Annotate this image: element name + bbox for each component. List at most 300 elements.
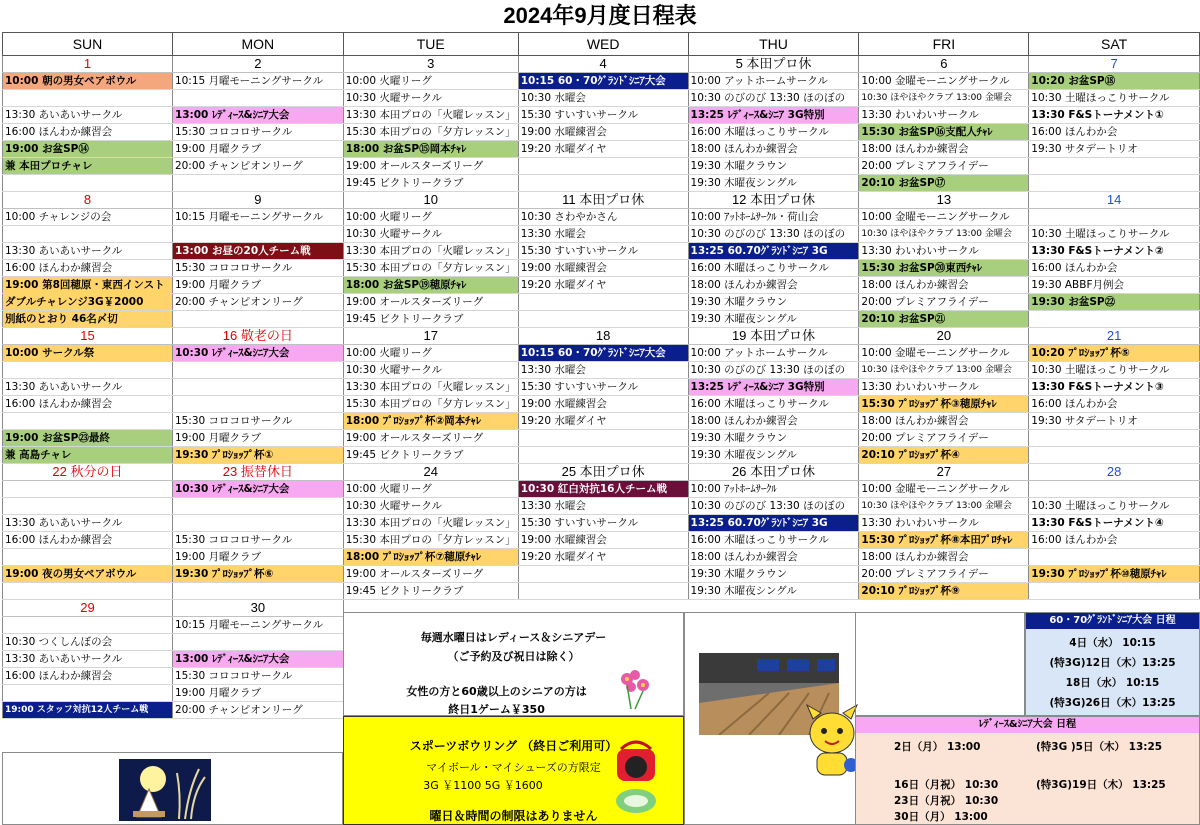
event-cell: 16:00 木曜ほっこりサークル (688, 124, 859, 141)
day-number: 25 本田プロ休 (518, 464, 688, 481)
day-number: 19 本田プロ休 (688, 328, 859, 345)
notice-line-1: 毎週水曜日はレディース＆シニアデー (420, 631, 607, 644)
sports-bowling-panel (343, 716, 684, 825)
event-cell: 10:00 金曜モーニングサークル (859, 73, 1029, 90)
event-cell: 10:00 ｱｯﾄﾎｰﾑｻｰｸﾙ (688, 481, 859, 498)
event-cell: 10:30 のびのび 13:30 ほのぼの (688, 226, 859, 243)
moon-viewing-illustration (119, 759, 211, 821)
day-number: 28 (1029, 464, 1200, 481)
event-cell (518, 311, 688, 328)
event-cell: 15:30 コロコロサークル (172, 124, 343, 141)
event-cell: 15:30 本田プロの「夕方レッスン」 (343, 532, 518, 549)
event-cell (172, 634, 343, 651)
event-cell: 20:10 ﾌﾟﾛｼｮｯﾌﾟ杯⑨ (859, 583, 1029, 600)
event-cell (3, 175, 173, 192)
event-cell: 13:30 F&Sトーナメント④ (1029, 515, 1200, 532)
event-cell: 16:00 ほんわか練習会 (3, 124, 173, 141)
event-cell: 13:30 あいあいサークル (3, 107, 173, 124)
event-cell (518, 583, 688, 600)
event-cell: 15:30 コロコロサークル (172, 668, 343, 685)
event-cell: ダブルチャレンジ3G￥2000 (3, 294, 173, 311)
event-cell: 10:30 火曜サークル (343, 90, 518, 107)
day-number: 4 (518, 56, 688, 73)
event-cell: 10:00 アットホームサークル (688, 73, 859, 90)
event-cell: 20:00 プレミアフライデー (859, 158, 1029, 175)
event-cell: 13:30 水曜会 (518, 362, 688, 379)
event-cell: 19:00 夜の男女ペアボウル (3, 566, 173, 583)
event-cell: 13:25 ﾚﾃﾞｨｰｽ&ｼﾆｱ 3G特別 (688, 379, 859, 396)
event-cell: 13:30 あいあいサークル (3, 515, 173, 532)
event-cell (3, 90, 173, 107)
event-cell: 19:20 水曜ダイヤ (518, 277, 688, 294)
event-cell: 13:00 ﾚﾃﾞｨｰｽ&ｼﾆｱ大会 (172, 651, 343, 668)
event-cell: 10:00 朝の男女ペアボウル (3, 73, 173, 90)
day-number: 1 (3, 56, 173, 73)
event-cell: 兼 高島チャレ (3, 447, 173, 464)
event-cell: 10:30 土曜ほっこりサークル (1029, 90, 1200, 107)
event-cell: 10:30 火曜サークル (343, 362, 518, 379)
event-cell: 13:25 60.70ｸﾞﾗﾝﾄﾞｼﾆｱ 3G (688, 515, 859, 532)
event-cell: 13:30 わいわいサークル (859, 379, 1029, 396)
event-cell (172, 498, 343, 515)
event-cell: 10:30 ﾚﾃﾞｨｰｽ&ｼﾆｱ大会 (172, 345, 343, 362)
event-cell: 13:30 本田プロの「火曜レッスン」 (343, 379, 518, 396)
event-cell (172, 515, 343, 532)
event-cell (3, 362, 173, 379)
event-row (3, 532, 1200, 549)
event-row (3, 498, 1200, 515)
event-cell: 19:00 オールスターズリーグ (343, 158, 518, 175)
event-cell: 15:30 すいすいサークル (518, 243, 688, 260)
ladies-right-1: (特3G )5日（木） 13:25 (1036, 741, 1163, 753)
event-cell: 13:30 あいあいサークル (3, 243, 173, 260)
event-cell: 19:30 ﾌﾟﾛｼｮｯﾌﾟ杯⑥ (172, 566, 343, 583)
ladies-left-3: 16日（月祝） 10:30 (894, 779, 999, 791)
day-number: 5 本田プロ休 (688, 56, 859, 73)
event-cell: 10:30 土曜ほっこりサークル (1029, 498, 1200, 515)
event-cell: 16:00 木曜ほっこりサークル (688, 396, 859, 413)
event-cell: 16:00 ほんわか会 (1029, 260, 1200, 277)
day-number: 14 (1029, 192, 1200, 209)
event-cell (1029, 175, 1200, 192)
event-row (3, 447, 1200, 464)
event-cell: 10:00 金曜モーニングサークル (859, 481, 1029, 498)
event-cell: 15:30 本田プロの「夕方レッスン」 (343, 260, 518, 277)
event-cell: 16:00 木曜ほっこりサークル (688, 260, 859, 277)
event-row (3, 515, 1200, 532)
ladies-right-2: (特3G)19日（木） 13:25 (1036, 779, 1166, 791)
weekday-tue: TUE (343, 33, 518, 56)
event-cell: 18:00 お盆SP⑲穂原ﾁｬﾚ (343, 277, 518, 294)
event-cell: 19:30 木曜クラウン (688, 158, 859, 175)
event-row (3, 294, 1200, 311)
event-row (3, 413, 1200, 430)
day-number: 20 (859, 328, 1029, 345)
event-cell: 18:00 ﾌﾟﾛｼｮｯﾌﾟ杯②岡本ﾁｬﾚ (343, 413, 518, 430)
event-cell: 19:00 月曜クラブ (172, 430, 343, 447)
event-cell: 19:00 水曜練習会 (518, 260, 688, 277)
sports-foot: 曜日＆時間の制限はありません (429, 809, 598, 823)
event-cell (3, 481, 173, 498)
event-cell: 19:30 木曜夜シングル (688, 583, 859, 600)
event-cell (518, 566, 688, 583)
event-cell: 10:15 60・70ｸﾞﾗﾝﾄﾞｼﾆｱ大会 (518, 73, 688, 90)
event-cell: 18:00 お盆SP⑮岡本ﾁｬﾚ (343, 141, 518, 158)
event-cell: 13:25 60.70ｸﾞﾗﾝﾄﾞｼﾆｱ 3G (688, 243, 859, 260)
event-cell (518, 175, 688, 192)
date-row (3, 192, 1200, 209)
event-cell: 19:45 ビクトリークラブ (343, 447, 518, 464)
event-row (3, 209, 1200, 226)
event-cell: 10:20 ﾌﾟﾛｼｮｯﾌﾟ杯⑤ (1029, 345, 1200, 362)
event-row (3, 226, 1200, 243)
event-cell: 16:00 ほんわか練習会 (3, 532, 173, 549)
event-cell: 20:00 プレミアフライデー (859, 566, 1029, 583)
day-number: 12 本田プロ休 (688, 192, 859, 209)
event-row (3, 345, 1200, 362)
event-cell: 18:00 ほんわか練習会 (859, 413, 1029, 430)
event-cell: 15:30 本田プロの「夕方レッスン」 (343, 396, 518, 413)
weekday-header-row (3, 33, 1200, 56)
event-cell: 10:30 ほやほやクラブ 13:00 金曜会 (859, 90, 1029, 107)
event-cell: 16:00 ほんわか練習会 (3, 396, 173, 413)
event-cell: 10:00 火曜リーグ (343, 481, 518, 498)
event-cell (3, 413, 173, 430)
event-cell: 19:30 お盆SP㉒ (1029, 294, 1200, 311)
event-cell: 19:30 木曜夜シングル (688, 311, 859, 328)
event-row (3, 549, 1200, 566)
event-cell: 18:00 ﾌﾟﾛｼｮｯﾌﾟ杯⑦穂原ﾁｬﾚ (343, 549, 518, 566)
event-cell: 13:30 水曜会 (518, 226, 688, 243)
event-cell: 16:00 ほんわか会 (1029, 532, 1200, 549)
event-cell: 別紙のとおり 46名〆切 (3, 311, 173, 328)
event-cell: 10:15 月曜モーニングサークル (172, 73, 343, 90)
event-cell (1029, 481, 1200, 498)
event-cell: 19:30 木曜クラウン (688, 430, 859, 447)
day-number: 7 (1029, 56, 1200, 73)
event-cell: 19:45 ビクトリークラブ (343, 311, 518, 328)
event-cell: 18:00 ほんわか練習会 (688, 277, 859, 294)
event-cell (172, 311, 343, 328)
event-row (3, 583, 1200, 600)
event-row (3, 243, 1200, 260)
sports-sub: マイボール・マイシューズの方限定 (426, 761, 601, 774)
notice-line-2: （ご予約及び祝日は除く） (447, 650, 580, 663)
event-row (3, 260, 1200, 277)
event-cell: 16:00 木曜ほっこりサークル (688, 532, 859, 549)
event-cell: 15:30 すいすいサークル (518, 379, 688, 396)
day-number: 9 (172, 192, 343, 209)
event-cell: 16:00 ほんわか会 (1029, 124, 1200, 141)
event-cell: 15:30 ﾌﾟﾛｼｮｯﾌﾟ杯③穂原ﾁｬﾚ (859, 396, 1029, 413)
event-cell: 18:00 ほんわか練習会 (688, 141, 859, 158)
grand-senior-title: 60・70ｸﾞﾗﾝﾄﾞｼﾆｱ大会 日程 (1026, 613, 1199, 629)
event-cell: 10:15 月曜モーニングサークル (172, 617, 343, 634)
day-number: 16 敬老の日 (172, 328, 343, 345)
event-cell (172, 583, 343, 600)
event-cell: 19:00 お盆SP⑭ (3, 141, 173, 158)
event-cell: 10:30 のびのび 13:30 ほのぼの (688, 90, 859, 107)
event-row (3, 107, 1200, 124)
event-cell: 13:30 わいわいサークル (859, 243, 1029, 260)
event-cell (518, 158, 688, 175)
event-cell: 13:30 あいあいサークル (3, 651, 173, 668)
day-number: 2 (172, 56, 343, 73)
day-number: 13 (859, 192, 1029, 209)
event-row (3, 311, 1200, 328)
event-cell (1029, 447, 1200, 464)
grand-senior-schedule (1025, 612, 1200, 716)
event-cell: 13:30 水曜会 (518, 498, 688, 515)
event-cell: 10:30 火曜サークル (343, 498, 518, 515)
event-cell: 20:00 チャンピオンリーグ (172, 158, 343, 175)
event-cell (3, 685, 173, 702)
event-cell: 10:00 チャレンジの会 (3, 209, 173, 226)
event-cell: 16:00 ほんわか練習会 (3, 668, 173, 685)
event-cell: 18:00 ほんわか練習会 (859, 141, 1029, 158)
event-cell: 15:30 すいすいサークル (518, 515, 688, 532)
ladies-left-5: 30日（月） 13:00 (894, 811, 988, 823)
event-cell: 10:30 のびのび 13:30 ほのぼの (688, 362, 859, 379)
event-row (3, 73, 1200, 90)
day-number: 15 (3, 328, 173, 345)
event-row (3, 277, 1200, 294)
day-number: 27 (859, 464, 1029, 481)
day-number: 29 (3, 600, 173, 617)
event-cell: 13:30 わいわいサークル (859, 107, 1029, 124)
weekday-sun: SUN (3, 33, 173, 56)
event-cell: 19:30 ABBF月例会 (1029, 277, 1200, 294)
event-cell: 15:30 本田プロの「夕方レッスン」 (343, 124, 518, 141)
event-cell: 19:00 お盆SP㉓最終 (3, 430, 173, 447)
bowling-bag-icon (609, 739, 663, 817)
event-cell (3, 617, 173, 634)
event-cell: 10:00 金曜モーニングサークル (859, 209, 1029, 226)
grand-senior-item-2: (特3G)12日（木）13:25 (1049, 657, 1176, 669)
page-title: 2024年9月度日程表 (503, 3, 697, 28)
date-row (3, 464, 1200, 481)
sat-empty-cell (855, 612, 1025, 716)
event-cell: 18:00 ほんわか練習会 (688, 549, 859, 566)
event-row (3, 90, 1200, 107)
event-cell: 13:30 F&Sトーナメント① (1029, 107, 1200, 124)
ladies-senior-title: ﾚﾃﾞｨｰｽ&ｼﾆｱ大会 日程 (856, 717, 1199, 733)
grand-senior-item-4: (特3G)26日（木）13:25 (1049, 697, 1176, 709)
event-cell: 19:00 オールスターズリーグ (343, 294, 518, 311)
event-cell: 19:20 水曜ダイヤ (518, 413, 688, 430)
day-number: 17 (343, 328, 518, 345)
ladies-senior-schedule (855, 716, 1200, 825)
event-cell: 19:00 水曜練習会 (518, 396, 688, 413)
day-number: 30 (172, 600, 343, 617)
event-cell: 20:10 お盆SP⑰ (859, 175, 1029, 192)
event-cell: 19:00 スタッフ対抗12人チーム戦 (3, 702, 173, 719)
event-cell (1029, 549, 1200, 566)
event-cell: 19:30 木曜クラウン (688, 294, 859, 311)
event-cell: 19:00 月曜クラブ (172, 685, 343, 702)
event-cell: 16:00 ほんわか会 (1029, 396, 1200, 413)
event-cell: 15:30 お盆SP⑳東西ﾁｬﾚ (859, 260, 1029, 277)
event-cell: 10:30 土曜ほっこりサークル (1029, 226, 1200, 243)
event-cell: 19:30 ﾌﾟﾛｼｮｯﾌﾟ杯⑩穂原ﾁｬﾚ (1029, 566, 1200, 583)
event-cell: 19:00 月曜クラブ (172, 141, 343, 158)
weekday-thu: THU (688, 33, 859, 56)
mascot-character (803, 703, 861, 783)
event-cell: 20:00 チャンピオンリーグ (172, 702, 343, 719)
event-cell: 13:30 本田プロの「火曜レッスン」 (343, 107, 518, 124)
event-row (3, 124, 1200, 141)
event-cell (1029, 158, 1200, 175)
event-cell: 15:30 コロコロサークル (172, 260, 343, 277)
event-cell (518, 447, 688, 464)
day-number: 10 (343, 192, 518, 209)
event-cell: 19:00 オールスターズリーグ (343, 430, 518, 447)
event-row (3, 158, 1200, 175)
event-cell: 10:15 月曜モーニングサークル (172, 209, 343, 226)
event-cell: 15:30 ﾌﾟﾛｼｮｯﾌﾟ杯⑧本田ﾌﾟﾛﾁｬﾚ (859, 532, 1029, 549)
event-cell: 19:20 水曜ダイヤ (518, 549, 688, 566)
ladies-left-1: 2日（月） 13:00 (894, 741, 981, 753)
event-cell: 10:30 水曜会 (518, 90, 688, 107)
event-cell: 13:00 お昼の20人チーム戦 (172, 243, 343, 260)
event-row (3, 141, 1200, 158)
event-cell: 20:00 プレミアフライデー (859, 430, 1029, 447)
notice-line-3: 女性の方と60歳以上のシニアの方は (406, 685, 587, 698)
cosmos-flower-icon (613, 665, 657, 711)
event-cell: 10:30 ﾚﾃﾞｨｰｽ&ｼﾆｱ大会 (172, 481, 343, 498)
day-number: 6 (859, 56, 1029, 73)
event-cell: 16:00 ほんわか練習会 (3, 260, 173, 277)
event-cell: 13:30 あいあいサークル (3, 379, 173, 396)
event-cell (518, 294, 688, 311)
date-row (3, 328, 1200, 345)
event-cell: 10:30 ほやほやクラブ 13:00 金曜会 (859, 498, 1029, 515)
event-cell: 10:30 ほやほやクラブ 13:00 金曜会 (859, 226, 1029, 243)
ladies-left-2 (894, 755, 998, 777)
day-number: 26 本田プロ休 (688, 464, 859, 481)
event-cell: 19:45 ビクトリークラブ (343, 175, 518, 192)
event-cell: 10:30 さわやかさん (518, 209, 688, 226)
event-cell: 10:00 アットホームサークル (688, 345, 859, 362)
event-cell: 10:30 紅白対抗16人チーム戦 (518, 481, 688, 498)
event-cell: 19:20 水曜ダイヤ (518, 141, 688, 158)
event-cell: 15:30 コロコロサークル (172, 413, 343, 430)
notice-line-4: 終日1ゲーム￥350 (448, 703, 545, 716)
event-cell (1029, 311, 1200, 328)
day-number: 3 (343, 56, 518, 73)
event-cell: 19:00 オールスターズリーグ (343, 566, 518, 583)
event-cell: 15:30 すいすいサークル (518, 107, 688, 124)
event-row (3, 175, 1200, 192)
sports-price: 3G ￥1100 5G ￥1600 (423, 779, 543, 792)
grand-senior-item-1: 4日（水） 10:15 (1069, 637, 1156, 649)
event-cell (3, 549, 173, 566)
day-number: 11 本田プロ休 (518, 192, 688, 209)
event-cell: 10:00 火曜リーグ (343, 209, 518, 226)
event-cell: 20:00 プレミアフライデー (859, 294, 1029, 311)
event-cell: 18:00 ほんわか練習会 (688, 413, 859, 430)
day-number: 18 (518, 328, 688, 345)
event-cell: 19:45 ビクトリークラブ (343, 583, 518, 600)
event-cell: 兼 本田プロチャレ (3, 158, 173, 175)
event-cell: 10:00 金曜モーニングサークル (859, 345, 1029, 362)
event-cell: 20:10 ﾌﾟﾛｼｮｯﾌﾟ杯④ (859, 447, 1029, 464)
event-row (3, 379, 1200, 396)
event-cell (172, 90, 343, 107)
event-cell: 13:25 ﾚﾃﾞｨｰｽ&ｼﾆｱ 3G特別 (688, 107, 859, 124)
event-cell: 10:00 火曜リーグ (343, 345, 518, 362)
event-cell: 19:00 月曜クラブ (172, 277, 343, 294)
event-cell: 13:00 ﾚﾃﾞｨｰｽ&ｼﾆｱ大会 (172, 107, 343, 124)
event-cell: 19:00 水曜練習会 (518, 124, 688, 141)
event-cell: 10:00 ｱｯﾄﾎｰﾑｻｰｸﾙ・荷山会 (688, 209, 859, 226)
event-cell (172, 396, 343, 413)
ladies-left-4: 23日（月祝） 10:30 (894, 795, 999, 807)
sports-title: スポーツボウリング （終日ご利用可） (409, 739, 618, 753)
event-cell: 18:00 ほんわか練習会 (859, 549, 1029, 566)
event-cell (172, 379, 343, 396)
event-cell: 19:00 水曜練習会 (518, 532, 688, 549)
event-cell: 19:30 木曜夜シングル (688, 447, 859, 464)
event-cell (172, 362, 343, 379)
day-number: 8 (3, 192, 173, 209)
event-cell: 10:30 のびのび 13:30 ほのぼの (688, 498, 859, 515)
day-number: 23 振替休日 (172, 464, 343, 481)
event-cell: 20:00 チャンピオンリーグ (172, 294, 343, 311)
event-row (3, 430, 1200, 447)
event-cell: 13:30 本田プロの「火曜レッスン」 (343, 515, 518, 532)
event-cell (518, 430, 688, 447)
event-row (3, 481, 1200, 498)
event-cell: 13:30 本田プロの「火曜レッスン」 (343, 243, 518, 260)
event-cell: 19:00 第8回穂原・東西インスト (3, 277, 173, 294)
event-cell: 19:30 ﾌﾟﾛｼｮｯﾌﾟ杯① (172, 447, 343, 464)
event-cell: 15:30 お盆SP⑯支配人ﾁｬﾚ (859, 124, 1029, 141)
date-row (3, 56, 1200, 73)
day-number: 22 秋分の日 (3, 464, 173, 481)
event-cell: 13:30 わいわいサークル (859, 515, 1029, 532)
event-cell: 10:30 ほやほやクラブ 13:00 金曜会 (859, 362, 1029, 379)
weekday-fri: FRI (859, 33, 1029, 56)
event-cell: 10:00 火曜リーグ (343, 73, 518, 90)
event-cell (1029, 583, 1200, 600)
event-cell: 19:00 月曜クラブ (172, 549, 343, 566)
event-row (3, 566, 1200, 583)
event-row (3, 396, 1200, 413)
day-number: 24 (343, 464, 518, 481)
event-cell: 10:00 サークル祭 (3, 345, 173, 362)
weekday-mon: MON (172, 33, 343, 56)
event-cell (172, 226, 343, 243)
event-cell: 19:30 木曜夜シングル (688, 175, 859, 192)
event-cell: 13:30 F&Sトーナメント③ (1029, 379, 1200, 396)
event-row (3, 362, 1200, 379)
moon-illustration-panel (2, 752, 343, 825)
event-cell (172, 175, 343, 192)
event-cell (3, 583, 173, 600)
event-cell: 13:30 F&Sトーナメント② (1029, 243, 1200, 260)
event-cell: 15:30 コロコロサークル (172, 532, 343, 549)
weekday-wed: WED (518, 33, 688, 56)
event-cell: 10:30 火曜サークル (343, 226, 518, 243)
event-cell (1029, 209, 1200, 226)
event-cell (3, 226, 173, 243)
event-cell: 10:15 60・70ｸﾞﾗﾝﾄﾞｼﾆｱ大会 (518, 345, 688, 362)
event-cell (3, 498, 173, 515)
day-number: 21 (1029, 328, 1200, 345)
event-cell: 18:00 ほんわか練習会 (859, 277, 1029, 294)
event-cell: 19:30 サタデートリオ (1029, 413, 1200, 430)
